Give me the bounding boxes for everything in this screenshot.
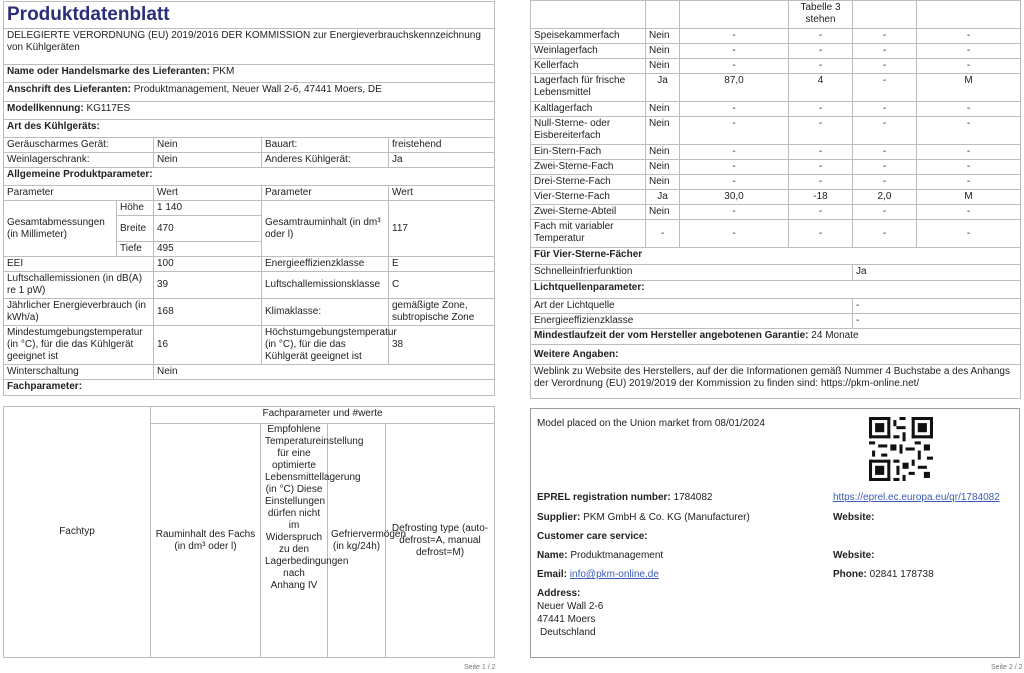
param-value: C xyxy=(389,272,495,299)
page-title: Produktdatenblatt xyxy=(4,2,495,29)
compartment-freeze: - xyxy=(853,160,917,175)
dim-name: Höhe xyxy=(117,201,154,216)
compartment-present: Nein xyxy=(646,59,680,74)
compartment-present: - xyxy=(646,220,680,248)
type-value: Ja xyxy=(389,153,495,168)
warranty-label: Mindestlaufzeit der vom Hersteller angebotenen Garantie: xyxy=(534,330,809,341)
supplier-value: PKM GmbH & Co. KG (Manufacturer) xyxy=(583,512,750,523)
compartment-volume: - xyxy=(680,160,789,175)
compartment-present: Nein xyxy=(646,205,680,220)
model-row xyxy=(4,102,495,120)
compartment-temp: - xyxy=(789,117,853,145)
compartment-name: Lagerfach für frische Lebensmittel xyxy=(531,74,646,102)
compartment-present: Nein xyxy=(646,29,680,44)
compartment-temp: -18 xyxy=(789,190,853,205)
light-type-value: - xyxy=(853,299,1021,314)
model-label: Modellkennung: xyxy=(7,103,84,114)
dim-value: 1 140 xyxy=(154,201,262,216)
supplier-label: Name oder Handelsmarke des Lieferanten: xyxy=(7,66,210,77)
compartment-defrost: - xyxy=(917,44,1021,59)
compartment-volume: - xyxy=(680,102,789,117)
param-label: Jährlicher Energieverbrauch (in kWh/a) xyxy=(4,299,154,326)
compartment-present: Nein xyxy=(646,160,680,175)
compartment-freeze: - xyxy=(853,102,917,117)
param-value: E xyxy=(389,257,495,272)
type-heading: Art des Kühlgeräts: xyxy=(4,120,495,138)
eprel-box xyxy=(530,408,1020,658)
website2-label: Website: xyxy=(833,550,875,561)
website-label: Website: xyxy=(833,512,875,523)
type-label: Bauart: xyxy=(262,138,389,153)
compartment-defrost: M xyxy=(917,74,1021,102)
param-value: 168 xyxy=(154,299,262,326)
type-label: Anderes Kühlgerät: xyxy=(262,153,389,168)
quick-freeze-value: Ja xyxy=(853,265,1021,281)
dim-value: 470 xyxy=(154,216,262,242)
param-label: Luftschallemissionsklasse xyxy=(262,272,389,299)
fach-col-volume: Rauminhalt des Fachs (in dm³ oder l) xyxy=(151,424,261,658)
compartment-freeze: - xyxy=(853,44,917,59)
addr-line: 47441 Moers xyxy=(537,614,596,625)
light-class-value: - xyxy=(853,314,1021,329)
compartment-volume: - xyxy=(680,59,789,74)
compartment-freeze: - xyxy=(853,220,917,248)
compartment-name: Weinlagerfach xyxy=(531,44,646,59)
email-row xyxy=(537,569,659,580)
compartment-temp: - xyxy=(789,59,853,74)
market-text: Model placed on the Union market from 08/01/2024 xyxy=(537,418,765,429)
param-value: 100 xyxy=(154,257,262,272)
compartment-name: Zwei-Sterne-Abteil xyxy=(531,205,646,220)
volume-label: Gesamtrauminhalt (in dm³ oder l) xyxy=(262,201,389,257)
light-heading: Lichtquellenparameter: xyxy=(531,281,1021,299)
compartment-defrost: - xyxy=(917,220,1021,248)
model-value: KG117ES xyxy=(86,103,131,114)
page-2 xyxy=(527,0,1024,673)
email-link[interactable]: info@pkm-online.de xyxy=(569,569,659,580)
supplier-row xyxy=(537,512,750,523)
compartment-temp: - xyxy=(789,29,853,44)
compartment-freeze: - xyxy=(853,145,917,160)
eprel-value: 1784082 xyxy=(673,492,713,503)
eprel-row xyxy=(537,492,712,503)
winter-value: Nein xyxy=(154,365,495,380)
four-star-heading: Für Vier-Sterne-Fächer xyxy=(531,248,1021,265)
compartment-name: Zwei-Sterne-Fach xyxy=(531,160,646,175)
qr-code-icon xyxy=(869,417,933,481)
fach-col-defrost: Defrosting type (auto-defrost=A, manual defrost=M) xyxy=(386,424,495,658)
type-label: Weinlagerschrank: xyxy=(4,153,154,168)
supplier-value: PKM xyxy=(212,66,235,77)
compartment-defrost: - xyxy=(917,29,1021,44)
col-value: Wert xyxy=(389,186,495,201)
type-label: Geräuscharmes Gerät: xyxy=(4,138,154,153)
general-heading: Allgemeine Produktparameter: xyxy=(4,168,495,186)
supplier-row xyxy=(4,65,495,83)
compartment-temp: 4 xyxy=(789,74,853,102)
regulation-text: DELEGIERTE VERORDNUNG (EU) 2019/2016 DER KOMMISSION zur Energieverbrauchskennzeichnung von Kühlgeräten xyxy=(4,29,495,65)
compartment-defrost: - xyxy=(917,145,1021,160)
dim-name: Tiefe xyxy=(117,242,154,257)
dim-value: 495 xyxy=(154,242,262,257)
compartment-temp: - xyxy=(789,102,853,117)
fach-col-type: Fachtyp xyxy=(4,407,151,658)
compartment-freeze: 2,0 xyxy=(853,190,917,205)
name-value: Produktmanagement xyxy=(570,550,664,561)
page-number: Seite 2 / 2 xyxy=(991,664,1023,671)
addr-line: Deutschland xyxy=(540,627,596,638)
supplier-label: Supplier: xyxy=(537,512,581,523)
compartment-freeze: - xyxy=(853,74,917,102)
eprel-label: EPREL registration number: xyxy=(537,492,671,503)
compartment-defrost: - xyxy=(917,59,1021,74)
compartment-defrost: - xyxy=(917,175,1021,190)
winter-label: Winterschaltung xyxy=(4,365,154,380)
page-1 xyxy=(0,0,497,673)
param-label: EEI xyxy=(4,257,154,272)
warranty-value: 24 Monate xyxy=(811,330,859,341)
col-param: Parameter xyxy=(4,186,154,201)
compartment-volume: - xyxy=(680,220,789,248)
compartment-freeze: - xyxy=(853,205,917,220)
name-label: Name: xyxy=(537,550,568,561)
compartment-present: Nein xyxy=(646,145,680,160)
compartment-present: Ja xyxy=(646,190,680,205)
phone-label: Phone: xyxy=(833,569,867,580)
compartment-name: Null-Sterne- oder Eisbereiterfach xyxy=(531,117,646,145)
compartment-defrost: - xyxy=(917,205,1021,220)
param-value: gemäßigte Zone, subtropische Zone xyxy=(389,299,495,326)
compartment-volume: - xyxy=(680,175,789,190)
type-value: freistehend xyxy=(389,138,495,153)
param-label: Energieeffizienzklasse xyxy=(262,257,389,272)
further-heading: Weitere Angaben: xyxy=(531,345,1021,365)
col-value: Wert xyxy=(154,186,262,201)
compartment-name: Speisekammerfach xyxy=(531,29,646,44)
datasheet-table xyxy=(3,1,495,396)
fach-table xyxy=(3,406,495,658)
compartment-present: Nein xyxy=(646,117,680,145)
volume-value: 117 xyxy=(389,201,495,257)
fach-col-temp: Empfohlene Temperatureinstellung für eine optimierte Lebensmittellagerung (in °C) Diese Einstellungen dürfen nicht im Widerspruch zu den Lagerbedingungen nach Anhang IV xyxy=(261,424,328,658)
compartment-volume: - xyxy=(680,145,789,160)
compartment-defrost: M xyxy=(917,190,1021,205)
compartment-freeze: - xyxy=(853,175,917,190)
dim-name: Breite xyxy=(117,216,154,242)
param-value: 16 xyxy=(154,326,262,365)
compartment-present: Nein xyxy=(646,102,680,117)
compartment-defrost: - xyxy=(917,117,1021,145)
param-label: Höchstumgebungstemperatur (in °C), für die das Kühlgerät geeignet ist xyxy=(262,326,389,365)
type-value: Nein xyxy=(154,153,262,168)
care-label: Customer care service: xyxy=(537,531,648,542)
param-label: Luftschallemissionen (in dB(A) re 1 pW) xyxy=(4,272,154,299)
compartment-freeze: - xyxy=(853,29,917,44)
compartment-temp: - xyxy=(789,44,853,59)
compartment-present: Ja xyxy=(646,74,680,102)
compartment-defrost: - xyxy=(917,160,1021,175)
quick-freeze-label: Schnelleinfrierfunktion xyxy=(531,265,853,281)
compartment-present: Nein xyxy=(646,175,680,190)
fach-header-group: Fachparameter und #werte xyxy=(151,407,495,424)
type-value: Nein xyxy=(154,138,262,153)
compartment-name: Vier-Sterne-Fach xyxy=(531,190,646,205)
addr-line: Neuer Wall 2-6 xyxy=(537,601,604,612)
page-gap xyxy=(497,0,527,673)
compartment-volume: - xyxy=(680,205,789,220)
compartment-freeze: - xyxy=(853,117,917,145)
compartment-name: Kellerfach xyxy=(531,59,646,74)
compartment-volume: - xyxy=(680,29,789,44)
compartment-volume: - xyxy=(680,117,789,145)
light-class-label: Energieeffizienzklasse xyxy=(531,314,853,329)
light-type-label: Art der Lichtquelle xyxy=(531,299,853,314)
address-row xyxy=(4,83,495,102)
fach-heading: Fachparameter: xyxy=(4,380,495,396)
compartment-present: Nein xyxy=(646,44,680,59)
compartment-freeze: - xyxy=(853,59,917,74)
dim-label: Gesamtabmessungen (in Millimeter) xyxy=(4,201,117,257)
compartment-name: Ein-Stern-Fach xyxy=(531,145,646,160)
param-value: 39 xyxy=(154,272,262,299)
param-label: Klimaklasse: xyxy=(262,299,389,326)
compartment-name: Fach mit variabler Temperatur xyxy=(531,220,646,248)
fach-col-freeze: Gefriervermögen (in kg/24h) xyxy=(328,424,386,658)
address-label: Anschrift des Lieferanten: xyxy=(7,84,131,95)
further-text: Weblink zu Website des Herstellers, auf der die Informationen gemäß Nummer 4 Buchstabe a des Anhangs der Verordnung (EU) 2019/2019 der Kommission zu finden sind: https://pkm-online.net/ xyxy=(531,365,1021,399)
email-label: Email: xyxy=(537,569,568,580)
compartment-name: Drei-Sterne-Fach xyxy=(531,175,646,190)
address-value: Produktmanagement, Neuer Wall 2-6, 47441 Moers, DE xyxy=(133,84,382,95)
compartment-table xyxy=(530,0,1021,399)
compartment-temp: - xyxy=(789,145,853,160)
page-number: Seite 1 / 2 xyxy=(464,664,496,671)
name-row xyxy=(537,550,663,561)
warranty-row xyxy=(531,329,1021,345)
compartment-temp: - xyxy=(789,160,853,175)
phone-row xyxy=(833,569,934,580)
compartment-temp: - xyxy=(789,205,853,220)
compartment-temp: - xyxy=(789,220,853,248)
param-value: 38 xyxy=(389,326,495,365)
param-label: Mindestumgebungstemperatur (in °C), für die das Kühlgerät geeignet ist xyxy=(4,326,154,365)
eprel-link[interactable]: https://eprel.ec.europa.eu/qr/1784082 xyxy=(833,492,1000,503)
compartment-name: Kaltlagerfach xyxy=(531,102,646,117)
compartment-defrost: - xyxy=(917,102,1021,117)
compartment-volume: - xyxy=(680,44,789,59)
col-param: Parameter xyxy=(262,186,389,201)
phone-value: 02841 178738 xyxy=(869,569,934,580)
compartment-volume: 30,0 xyxy=(680,190,789,205)
compartment-temp: - xyxy=(789,175,853,190)
table-note: Tabelle 3 stehen xyxy=(789,1,853,29)
addr-label: Address: xyxy=(537,588,581,599)
compartment-volume: 87,0 xyxy=(680,74,789,102)
